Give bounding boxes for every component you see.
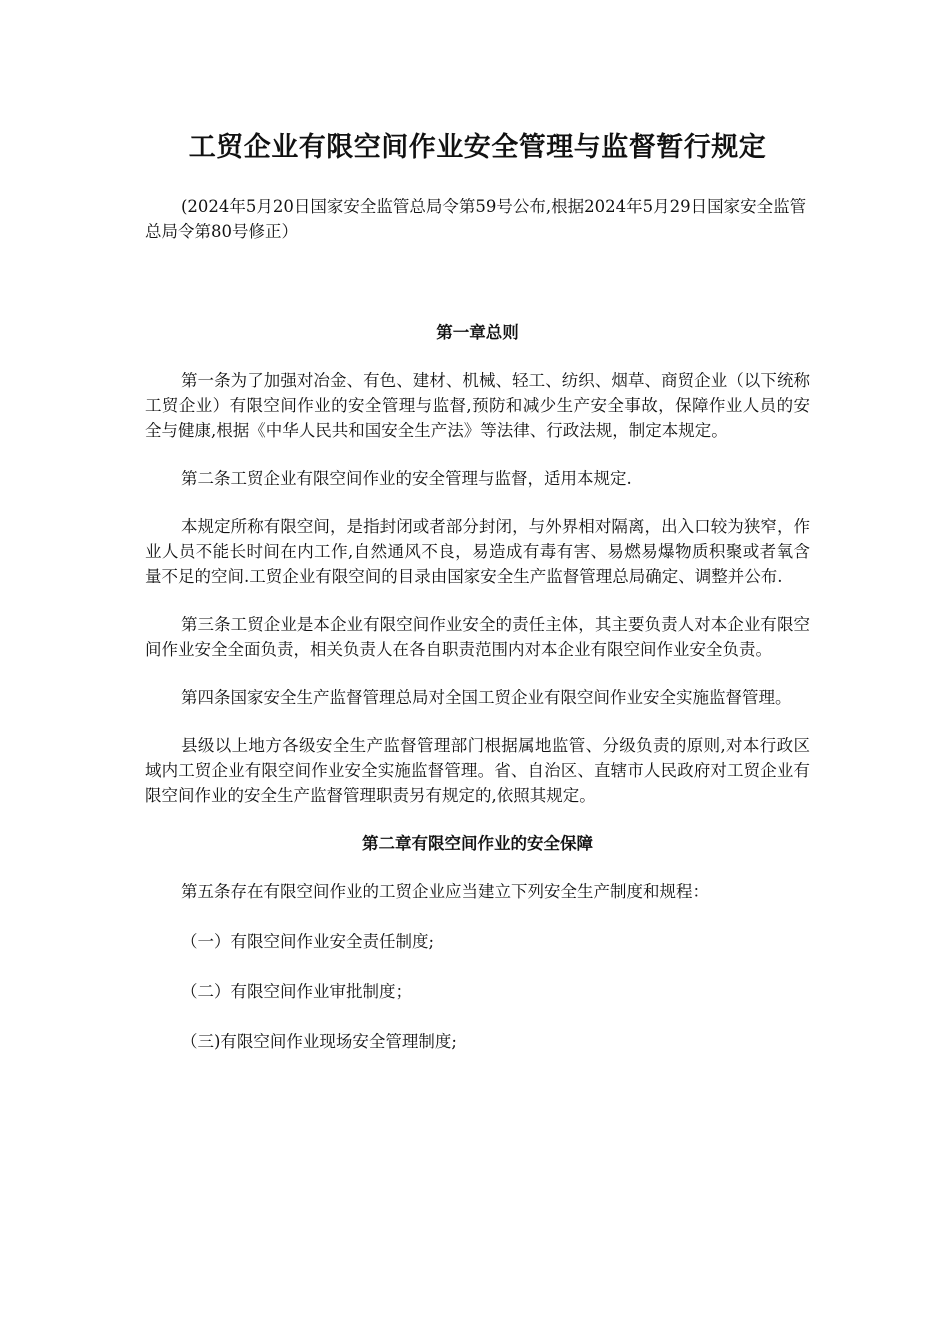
article-paragraph: 本规定所称有限空间，是指封闭或者部分封闭，与外界相对隔离，出入口较为狭窄，作业人员不能长时间在内工作,自然通风不良，易造成有毒有害、易燃易爆物质积聚或者氧含量不足的空间.工贸企业有限空间的目录由国家安全生产监督管理总局确定、调整并公布. [145, 517, 810, 586]
document-title: 工贸企业有限空间作业安全管理与监督暂行规定 [188, 132, 767, 163]
chapter-heading: 第二章有限空间作业的安全保障 [362, 834, 593, 853]
article-paragraph: 县级以上地方各级安全生产监督管理部门根据属地监管、分级负责的原则,对本行政区域内工贸企业有限空间作业安全实施监督管理。省、自治区、直辖市人民政府对工贸企业有限空间作业的安全生产监督管理职责另有规定的,依照其规定。 [145, 736, 810, 805]
article-paragraph: 第二条工贸企业有限空间作业的安全管理与监督，适用本规定. [181, 469, 632, 488]
article-paragraph: 第五条存在有限空间作业的工贸企业应当建立下列安全生产制度和规程： [181, 882, 709, 901]
list-item: （三)有限空间作业现场安全管理制度; [181, 1032, 457, 1051]
list-item: （二）有限空间作业审批制度； [181, 982, 412, 1001]
article-paragraph: 第一条为了加强对冶金、有色、建材、机械、轻工、纺织、烟草、商贸企业（以下统称工贸企业）有限空间作业的安全管理与监督,预防和减少生产安全事故，保障作业人员的安全与健康,根据《中华人民共和国安全生产法》等法律、行政法规，制定本规定。 [145, 371, 810, 440]
document-subtitle: (2024年5月20日国家安全监管总局令第59号公布,根据2024年5月29日国家安全监管总局令第80号修正） [145, 197, 807, 241]
article-paragraph: 第四条国家安全生产监督管理总局对全国工贸企业有限空间作业安全实施监督管理。 [181, 688, 792, 707]
list-item: （一）有限空间作业安全责任制度; [181, 932, 435, 951]
chapter-heading: 第一章总则 [436, 323, 519, 342]
article-paragraph: 第三条工贸企业是本企业有限空间作业安全的责任主体，其主要负责人对本企业有限空间作业安全全面负责，相关负责人在各自职责范围内对本企业有限空间作业安全负责。 [145, 615, 810, 659]
document-body [145, 128, 810, 1054]
